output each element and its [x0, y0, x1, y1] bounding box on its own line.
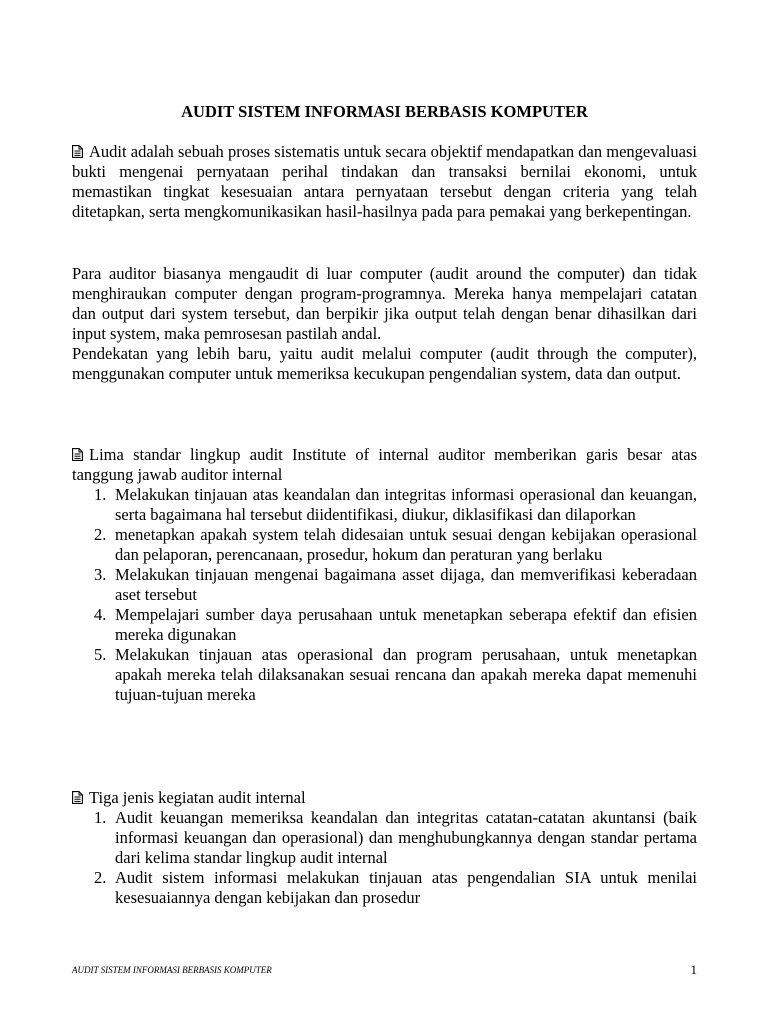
- body-section: [72, 264, 697, 384]
- standards-list: [72, 485, 697, 705]
- list-item: [72, 525, 697, 565]
- page-title: AUDIT SISTEM INFORMASI BERBASIS KOMPUTER: [181, 102, 588, 121]
- activities-heading: [72, 788, 697, 808]
- list-item-number: 2.: [94, 525, 107, 544]
- list-item: [72, 808, 697, 868]
- list-item: [72, 645, 697, 705]
- intro-paragraph: [72, 142, 697, 222]
- list-item: [72, 868, 697, 908]
- standards-section: [72, 445, 697, 705]
- list-item-number: 1.: [94, 808, 107, 827]
- standards-heading: [72, 445, 697, 485]
- list-item-text: Audit sistem informasi melakukan tinjauan atas pengendalian SIA untuk menilai kesesuaiannya dengan kebijakan dan prosedur: [115, 868, 697, 907]
- list-item-text: Melakukan tinjauan atas operasional dan program perusahaan, untuk menetapkan apakah mereka telah dilaksanakan sesuai rencana dan apakah mereka dapat memenuhi tujuan-tujuan mereka: [115, 645, 697, 704]
- standards-heading-text: Lima standar lingkup audit Institute of internal auditor memberikan garis besar atas tanggung jawab auditor internal: [72, 445, 697, 484]
- document-icon: [72, 791, 83, 804]
- intro-section: [72, 142, 697, 222]
- activities-heading-text: Tiga jenis kegiatan audit internal: [89, 788, 306, 807]
- list-item: [72, 605, 697, 645]
- document-page: [72, 0, 697, 1024]
- page-number: 1: [690, 962, 697, 977]
- activities-section: [72, 788, 697, 908]
- auditors-paragraph: Para auditor biasanya mengaudit di luar computer (audit around the computer) dan tidak menghiraukan computer dengan program-programnya. Mereka hanya mempelajari catatan dan output dari system tersebut, dan berpikir jika output telah dengan benar dihasilkan dari input system, maka pemrosesan pastilah andal.: [72, 264, 697, 343]
- list-item-text: menetapkan apakah system telah didesaian untuk sesuai dengan kebijakan operasional dan pelaporan, perencanaan, prosedur, hokum dan peraturan yang berlaku: [115, 525, 697, 564]
- list-item-text: Audit keuangan memeriksa keandalan dan integritas catatan-catatan akuntansi (baik informasi keuangan dan operasional) dan menghubungkannya dengan standar pertama dari kelima standar lingkup audit internal: [115, 808, 697, 867]
- list-item-number: 5.: [94, 645, 107, 664]
- activities-list: [72, 808, 697, 908]
- document-icon: [72, 145, 83, 158]
- list-item-number: 3.: [94, 565, 107, 584]
- list-item-number: 1.: [94, 485, 107, 504]
- list-item-number: 4.: [94, 605, 107, 624]
- list-item: [72, 565, 697, 605]
- list-item-text: Mempelajari sumber daya perusahaan untuk menetapkan seberapa efektif dan efisien mereka digunakan: [115, 605, 697, 644]
- intro-text: Audit adalah sebuah proses sistematis untuk secara objektif mendapatkan dan mengevaluasi bukti mengenai pernyataan perihal tindakan dan transaksi bernilai ekonomi, untuk memastikan tingkat kesesuaian antara pernyataan tersebut dengan criteria yang telah ditetapkan, serta mengkomunikasikan hasil-hasilnya pada para pemakai yang berkepentingan.: [72, 142, 697, 221]
- list-item-text: Melakukan tinjauan mengenai bagaimana asset dijaga, dan memverifikasi keberadaan aset tersebut: [115, 565, 697, 604]
- list-item: [72, 485, 697, 525]
- footer-running-title: AUDIT SISTEM INFORMASI BERBASIS KOMPUTER: [72, 965, 272, 975]
- list-item-text: Melakukan tinjauan atas keandalan dan integritas informasi operasional dan keuangan, serta bagaimana hal tersebut diidentifikasi, diukur, diklasifikasi dan dilaporkan: [115, 485, 697, 524]
- list-item-number: 2.: [94, 868, 107, 887]
- approach-paragraph: Pendekatan yang lebih baru, yaitu audit melalui computer (audit through the computer), menggunakan computer untuk memeriksa kecukupan pengendalian system, data dan output.: [72, 344, 697, 383]
- document-icon: [72, 448, 83, 461]
